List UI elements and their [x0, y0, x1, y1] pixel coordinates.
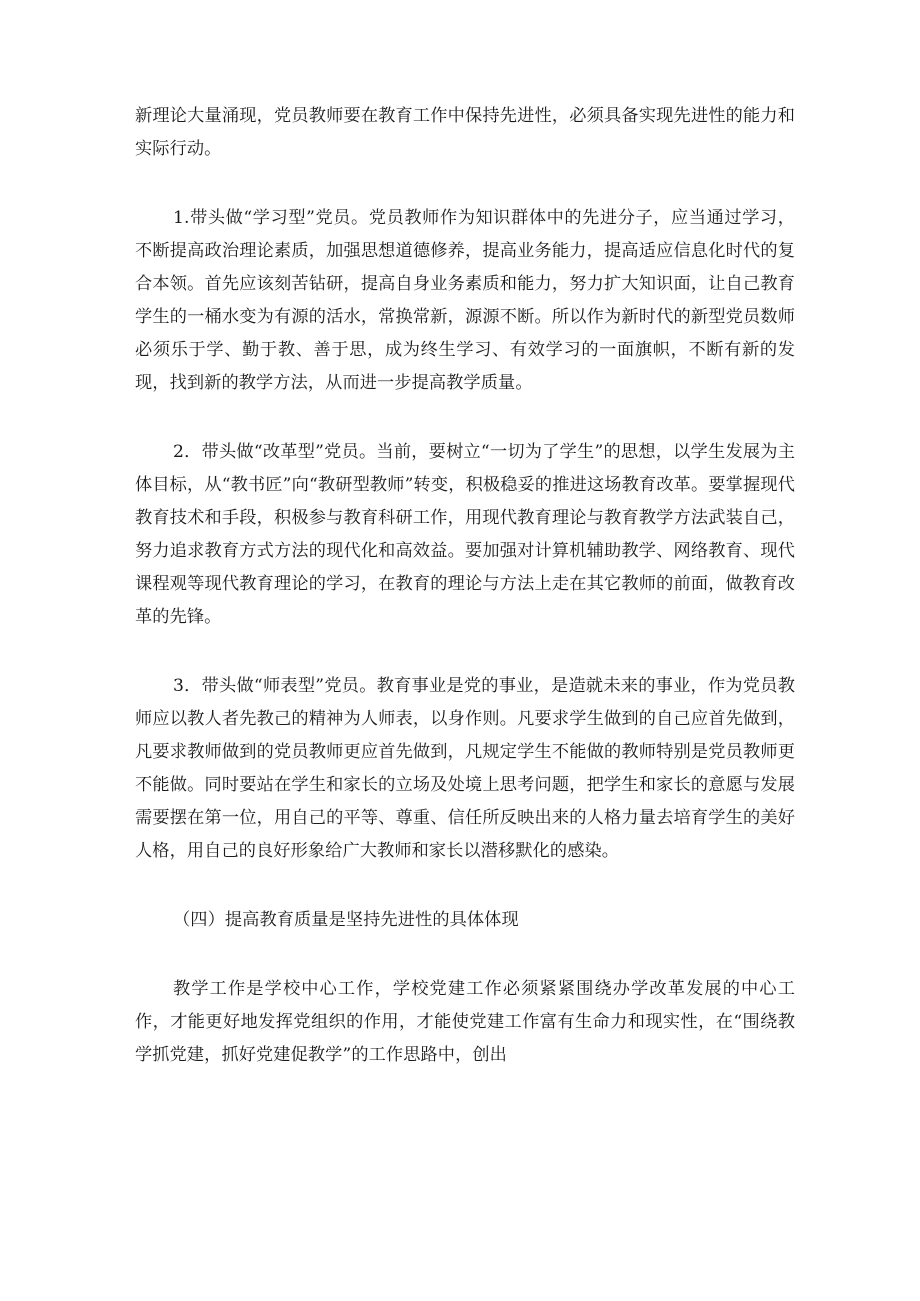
- paragraph-learning-member: 1.带头做“学习型”党员。党员教师作为知识群体中的先进分子，应当通过学习，不断提高政治理论素质，加强思想道德修养，提高业务能力，提高适应信息化时代的复合本领。首先应该刻苦钻研，提高自身业务素质和能力，努力扩大知识面，让自己教育学生的一桶水变为有源的活水，常换常新，源源不断。所以作为新时代的新型党员数师必须乐于学、勤于教、善于思，成为终生学习、有效学习的一面旗帜，不断有新的发现，找到新的教学方法，从而进一步提高教学质量。: [135, 208, 795, 393]
- paragraph-intro: 新理论大量涌现，党员教师要在教育工作中保持先进性，必须具备实现先进性的能力和实际行动。: [135, 106, 795, 159]
- paragraph-gap: [135, 937, 795, 973]
- paragraph-teaching-work: 教学工作是学校中心工作，学校党建工作必须紧紧围绕办学改革发展的中心工作，才能更好地发挥党组织的作用，才能使党建工作富有生命力和现实性，在“围绕教学抓党建，抓好党建促教学”的工作思路中，创出: [135, 979, 795, 1065]
- paragraph-gap: [135, 166, 795, 202]
- paragraph-gap: [135, 634, 795, 670]
- document-page: [135, 100, 795, 1072]
- paragraph-gap: [135, 868, 795, 904]
- paragraph-reform-member: 2．带头做“改革型”党员。当前，要树立“一切为了学生”的思想，以学生发展为主体目标，从“教书匠”向“教研型教师”转变，积极稳妥的推进这场教育改革。要掌握现代教育技术和手段，积极参与教育科研工作，用现代教育理论与教育教学方法武装自己，努力追求教育方式方法的现代化和高效益。要加强对计算机辅助教学、网络教育、现代课程观等现代教育理论的学习，在教育的理论与方法上走在其它教师的前面，做教育改革的先锋。: [135, 442, 795, 627]
- section-heading-four: （四）提高教育质量是坚持先进性的具体体现: [173, 910, 519, 930]
- paragraph-gap: [135, 400, 795, 436]
- paragraph-model-member: 3．带头做“师表型”党员。教育事业是党的事业，是造就未来的事业，作为党员教师应以教人者先教己的精神为人师表，以身作则。凡要求学生做到的自己应首先做到，凡要求教师做到的党员教师更应首先做到，凡规定学生不能做的教师特别是党员教师更不能做。同时要站在学生和家长的立场及处境上思考问题，把学生和家长的意愿与发展需要摆在第一位，用自己的平等、尊重、信任所反映出来的人格力量去培育学生的美好人格，用自己的良好形象给广大教师和家长以潜移默化的感染。: [135, 676, 795, 861]
